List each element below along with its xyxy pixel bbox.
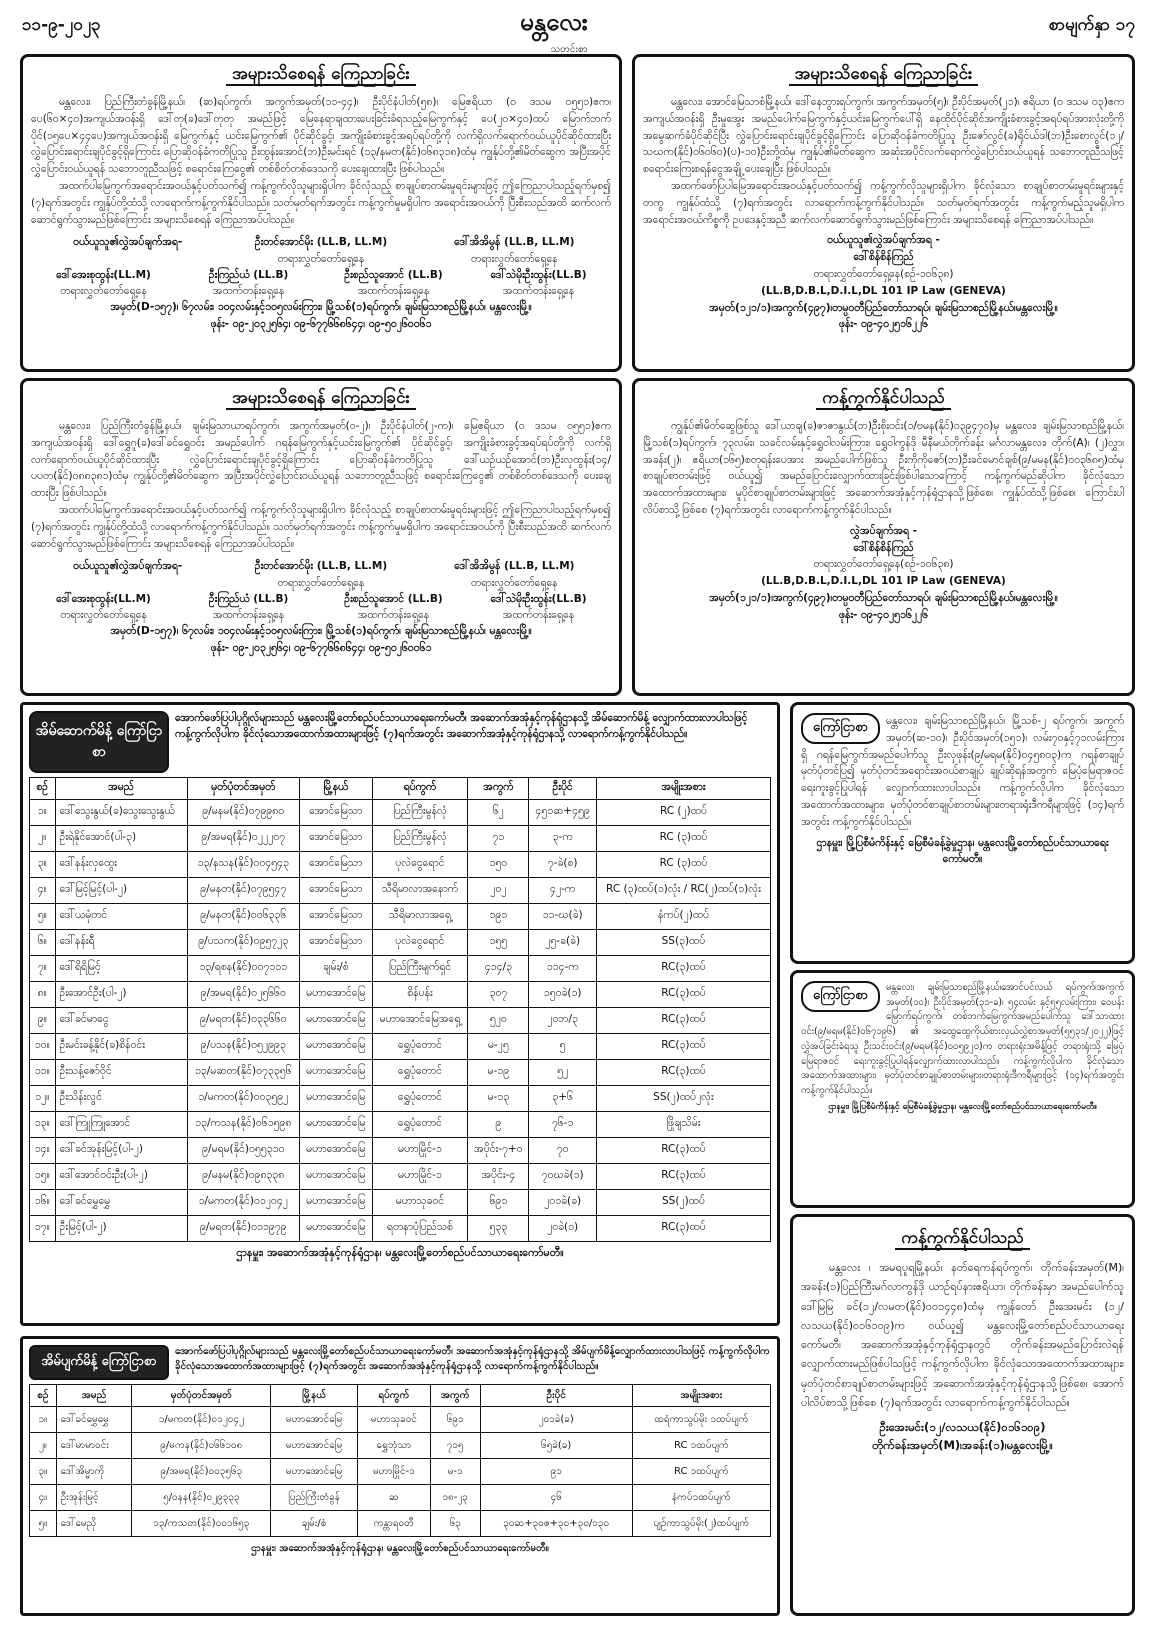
table-cell: ၂၀ခဲ(၁) xyxy=(529,1216,596,1242)
table-cell: မဟာအောင်မြေ xyxy=(299,1060,372,1086)
table-cell: ၂၅-ခ(ခဲ) xyxy=(529,930,596,956)
table-row xyxy=(30,878,771,904)
table-cell: ၁၃/ကသတ(နိုင်)၀၀၁၆၅၃ xyxy=(132,1511,271,1537)
table-cell: မ-၁၃ xyxy=(468,1086,529,1112)
table-cell: မဟာအောင်မြေ xyxy=(299,1008,372,1034)
table-cell: ၄၆ xyxy=(480,1485,632,1511)
notice-2-degrees: (LL.B,D.B.L,D.I.L,DL 101 IP Law (GENEVA) xyxy=(761,284,1006,297)
table-cell: ဒေါ်ကြူကြူအောင် xyxy=(55,1112,187,1138)
notice-4-lawyer-title: တရားလွှတ်တော်ရှေ့နေ(စဉ်-၁၀၆၃၈) xyxy=(813,558,954,571)
table-cell: ဦးအုန်းမြင့် xyxy=(56,1485,132,1511)
notice-1 xyxy=(20,54,622,372)
demolition-permit-notice xyxy=(20,1336,780,1616)
table-cell: ၅။ xyxy=(30,1511,57,1537)
table-cell: ဦးမင်းခန့်နိုင်(ခ)စိန်ဝင်း xyxy=(55,1034,187,1060)
table-cell: ဒေါ်ယမုံတင် xyxy=(55,904,187,930)
notice-2-body: မန္တလေး၊ အောင်မြေသာစံမြို့နယ်၊ ဒေါ်နေဘွားရပ်ကွက်၊ အကွက်အမှတ်(၅)၊ ဦးပိုင်အမှတ်(၂၁)၊ ဧရိယာ (၀ ဒသမ ၀၃)ဧကအကျယ်အဝန်းရှိ ဦးမှုအွေး အမည်ပေါက်မြေကွက်နှင့်ယင်းမြေကွက်ပေါ်ရှိ နေထိုင်ပိုင်ဆိုင်အကျိုးခံစားခွင့်အရပ်ရပ်အားလုံးတို့ကို အမွေဆက်ခံပိုင်ဆိုင်ပြီး လွှဲပြောင်းရောင်းချပိုင်ခွင့်ရှိကြောင်း ပြောဆိုဝန်ခံကတိပြုသူ ဦးဇော်လွင်(ခ)ရိုင်ယ်ဒါ(ဘ)ဦးစောလွင်(၁၂/သဃက(နိုင်)၀၆၀၆၀)(ပ)-၁၀)ဦးတို့ထံမှ ကျွန်ုပ်၏မိတ်ဆွေက အဆုံးအပိုင်လက်ရောက်လွှဲပြောင်းဝယ်ယူရန် သဘောတူညီသဖြင့် စရောင်းကြေးစရန်ငွေအချို့ ပေးချေပြီး ဖြစ်ပါသည်။ အထက်ဖော်ပြပါမြေအရောင်းအဝယ်နှင့်ပတ်သက်၍ ကန့်ကွက်လိုသူများရှိပါက ခိုင်လုံသော စာချုပ်စာတမ်းမူရင်းများနှင့်တကွ ကျွန်ုပ်ထံသို့ (၇)ရက်အတွင်း လာရောက်ကန့်ကွက်နိုင်ပါသည်။ သတ်မှတ်ရက်အတွင်း ကန့်ကွက်မည့်သူမရှိပါက အရောင်းအဝယ်ကိစ္စကို ဥပဒေနှင့်အညီ ဆက်လက်ဆောင်ရွက်သွားမည်ဖြစ်ကြောင်း အများသိစေရန် ကြေညာအပ်ပါသည်။ xyxy=(643,96,1124,226)
notice-4-title: ကန့်ကွက်နိုင်ပါသည် xyxy=(643,387,1124,412)
table-cell: ၆၃ xyxy=(430,1511,480,1537)
table-cell: ၉/မရတ(နိုင်)၀၁၁၉၇၉ xyxy=(187,1216,299,1242)
table-cell: ဦးအောင်ဦး(ပါ-၂) xyxy=(55,982,187,1008)
table-cell: ဒေါ်အိမ္မာကို xyxy=(56,1459,132,1485)
table-cell: ရွှေပုံတောင် xyxy=(372,1112,468,1138)
table-cell: ၃၀၇ xyxy=(468,982,529,1008)
table-cell: ၃-က xyxy=(529,826,596,852)
table-cell: ၃။ xyxy=(30,852,56,878)
table-cell: မဟာမြိုင်-၁ xyxy=(372,1138,468,1164)
table-cell: ၇။ xyxy=(30,956,56,982)
table-cell: ၁၃/မဆတ(နိုင်)၀၇၃၃၅၆ xyxy=(187,1060,299,1086)
table-cell: ၇-ခဲ(စ) xyxy=(529,852,596,878)
table-cell: ၁၃/ရစန(နိုင်)၀၀၇၁၁၁ xyxy=(187,956,299,982)
table-cell: RC (၃)ထပ် xyxy=(596,852,770,878)
table-cell: မ-၁၉ xyxy=(468,1060,529,1086)
notice-4-body: ကျွန်ုပ်၏မိတ်ဆွေဖြစ်သူ ဒေါ်ယာချ(ခ)ဇာဇာနွယ်(ဘ)ဦးစိုးဝင်း(၁/ဗမန(နိုင်)၀၃၉၄၇၀)မှ မန္တလေး၊ ချမ်းမြသာစည်မြို့နယ်၊ မြို့သစ်(၁)ရပ်ကွက်၊ ၇၃လမ်း၊ သခင်လမ်းနှင့်ရွှေဝါလမ်းကြား၊ ရွှေဝါကွန်ဒို မီနီမယ်တိုက်ခန်း မင်္ဂလာမန္တလေး၊ တိုက်(A)၊ (၂)လွှာ၊ အခန်း(၂)၊ ဧရိယာ(၁၆၅)စတုရန်းပေအား အမည်ပေါက်ဖြစ်သူ ဦးကိုကိုဇော်(ဘ)ဦးခင်မောင်ချစ်(၉/မမန(နိုင်)၀၀၃၆၈၅)ထံမှ စာချုပ်စာတမ်းဖြင့် ဝယ်ယူ၍ အမည်ပြောင်းလျှောက်ထားခြင်းဖြစ်ပါသောကြောင့် ကန့်ကွက်မည်ဆိုပါက ခိုင်လုံသောအထောက်အထားများ၊ မူပိုင်စာချုပ်စာတမ်းများဖြင့် အဆောက်အအုံနှင့်ကုန်ရုံဌာနသို့ဖြစ်စေ၊ ကျွန်ုပ်ထံသို့ဖြစ်စေ၊ ကြောင်းပါလိပ်စာသို့ဖြစ်စေ (၇)ရက်အတွင်း လာရောက်ကန့်ကွက်နိုင်ပါသည်။ xyxy=(643,420,1124,516)
table-cell: RC ၁ထပ်ပျက် xyxy=(632,1459,770,1485)
table-cell: ၁၆။ xyxy=(30,1190,56,1216)
table-cell: မဟာအောင်မြေ xyxy=(299,1086,372,1112)
table-cell: ပုလဲငွေရောင် xyxy=(372,852,468,878)
table-row xyxy=(30,1216,771,1242)
table-cell: ၆၂ xyxy=(468,800,529,826)
table-cell: ၆။ xyxy=(30,930,56,956)
table-cell: ရတနာပုံပြည်သစ် xyxy=(372,1216,468,1242)
table-cell: ၂၀၂ xyxy=(468,878,529,904)
table-cell: ရွှေပုံတောင် xyxy=(372,1060,468,1086)
table-cell: ၅ xyxy=(529,1034,596,1060)
table-header-row xyxy=(30,1385,771,1407)
table-cell: ၁၈-၂၃ xyxy=(430,1485,480,1511)
notice-2-title: အများသိစေရန် ကြေညာခြင်း xyxy=(643,63,1124,88)
table-cell: အပိုင်း-၇+၀ xyxy=(468,1138,529,1164)
table-cell: နံကပ်(၂)ထပ် xyxy=(596,904,770,930)
page-number: စာမျက်နှာ ၁၇ xyxy=(1048,15,1135,35)
table-cell: ပျဉ်ကာသွပ်မိုး(၂)ထပ်ပျက် xyxy=(632,1511,770,1537)
table-cell: ကန္တာရဝတီ xyxy=(357,1511,430,1537)
table-row xyxy=(30,982,771,1008)
table-cell: ၄။ xyxy=(30,878,56,904)
table-cell: ချမ်း/စံ xyxy=(271,1511,358,1537)
table-cell: ၃။ xyxy=(30,1459,57,1485)
table-cell: နံကပ်၁ထပ်ပျက် xyxy=(632,1485,770,1511)
table-cell: မဟာအောင်မြေ xyxy=(299,1164,372,1190)
table-row xyxy=(30,1138,771,1164)
table-cell: မဟာအောင်မြေ xyxy=(271,1433,358,1459)
column-header: ရပ်ကွက် xyxy=(357,1385,430,1407)
notice-3-signatories-bottom: ဒေါ်အေးစုထွန်း(LL.M) တရားလွှတ်တော်ရှေ့နေ ဦးကြည်ယံ (LL.B) အထက်တန်းရှေ့နေ ဦးစည်သူအောင် (LL.B) အထက်တန်းရှေ့နေ ဒေါ်သဲမိုးဦးထွန်း(LL.B) အထက်တန်းရှေ့နေ xyxy=(56,592,587,622)
table-cell: ဒေါ်အောင်ဝင်းဦး(ပါ-၂) xyxy=(55,1164,187,1190)
table-cell: အောင်မြေသာ xyxy=(299,878,372,904)
table-cell: မဟာအောင်မြေ xyxy=(299,1112,372,1138)
column-header: အမည် xyxy=(55,778,187,800)
table-cell: ၉/အမရ(နိုင်)၀၂၅၆၆၀ xyxy=(187,982,299,1008)
table-cell: မဟာမြိုင်-၁ xyxy=(357,1459,430,1485)
table-cell: ၁၁-ဃ(ခဲ) xyxy=(529,904,596,930)
table-cell: ဦးမြင့်(ပါ-၂) xyxy=(55,1216,187,1242)
table-cell: ၆၉၁ xyxy=(430,1407,480,1433)
notice-3 xyxy=(20,378,622,696)
table-cell: ၁၃/နသန(နိုင်)၀၀၄၅၄၃ xyxy=(187,852,299,878)
demolition-permit-footer: ဌာနမှူး၊ အဆောက်အအုံနှင့်ကုန်ရုံဌာန၊ မန္တလေးမြို့တော်စည်ပင်သာယာရေးကော်မတီ။ xyxy=(251,1543,549,1554)
table-cell: RC ၁ထပ်ပျက် xyxy=(632,1433,770,1459)
table-cell: အောင်မြေသာ xyxy=(299,852,372,878)
table-cell: ၁၃/ကသန(နိုင်)၀၆၁၅၉၈ xyxy=(187,1112,299,1138)
issue-date: ၁၁-၉-၂၀၂၃ xyxy=(22,15,101,35)
table-cell: RC(၃)ထပ် xyxy=(596,982,770,1008)
table-cell: ၉/အမရ(နိုင်)၀၂၂၂၀၇ xyxy=(187,826,299,852)
ad-1-body: မန္တလေး၊ ချမ်းမြသာစည်မြို့နယ်၊ မြို့သစ်-၂ ရပ်ကွက်၊ အကွက်အမှတ်(ဆ-၁၀)၊ ဦးပိုင်အမှတ်(၁၅၁)၊ လမ်း၇၀နှင့်၇၁လမ်းကြားရှိ ဂရန်မြေကွက်အမည်ပေါက်သူ ဦးလှဖုန်း(၉/မရမ(နိုင်)၀၄၅၈၀၃)က ဂရန်စာချုပ်မှတ်ပုံတင်ပြ၍ မှတ်ပုံတင်အရောင်းအဝယ်စာချုပ် ချုပ်ဆိုရန်အတွက် မြေပုံမြေရာဇဝင်ရေးကူးခွင့်ပြုပါရန် လျှောက်ထားလာပါသည်။ ကန့်ကွက်လိုပါက ခိုင်လုံသောအထောက်အထားများ၊ မှတ်ပုံတင်စာချုပ်စာတမ်းများ၊တရားရုံးဒီကရီများဖြင့် (၁၄)ရက်အတွင်း ကန့်ကွက်နိုင်ပါသည်။ xyxy=(801,715,1124,828)
notice-2-phone: ဖုန်း- ၀၉-၄၀၂၅၁၆၂၂၆ xyxy=(838,318,929,331)
table-cell: RC (၃)ထပ် xyxy=(596,826,770,852)
table-cell: ၉/မနမ(နိုင်)၀၉၈၃၃၈ xyxy=(187,1164,299,1190)
table-cell: ၁၅၅ xyxy=(468,930,529,956)
table-cell: ၉/မနတ(နိုင်)၀၀၆၃၃၆ xyxy=(187,904,299,930)
table-cell: ဒေါ်ခင်မာငွေ xyxy=(55,1008,187,1034)
table-cell: ၇၆-၁ xyxy=(529,1112,596,1138)
table-cell: ရွှေပုံတောင် xyxy=(372,1086,468,1112)
table-cell: ၁၁။ xyxy=(30,1060,56,1086)
building-permit-head xyxy=(29,711,771,773)
table-cell: ဒေါ်ခင်မွှေမွှေ xyxy=(55,1190,187,1216)
table-cell: မဟာအောင်မြေအရှေ့ xyxy=(372,1008,468,1034)
table-cell: ဆ xyxy=(357,1485,430,1511)
column-header: အကွက် xyxy=(430,1385,480,1407)
column-header: မှတ်ပုံတင်အမှတ် xyxy=(132,1385,271,1407)
demolition-permit-label: အိမ်ပျက်မိန့် ကြော်ငြာစာ xyxy=(29,1345,169,1380)
ad-2 xyxy=(790,970,1135,1208)
notice-1-signatories-top: ဝယ်ယူသူ၏လွှဲအပ်ချက်အရ- ဦးတင်အောင်မိုး (LL.B, LL.M) တရားလွှတ်တော်ရှေ့နေ ဒေါ်အိအိမွန် (LL.B, LL.M) တရားလွှတ်တော်ရှေ့နေ xyxy=(73,236,575,265)
ad-3-title: ကန့်ကွက်နိုင်ပါသည် xyxy=(801,1227,1124,1252)
table-cell: ၁၅၀ခဲ(၁) xyxy=(529,982,596,1008)
table-cell: မဟာအောင်မြေ xyxy=(299,1190,372,1216)
ad-3-signature: ဦးအေးမင်း(၁၂/လသယ(နိုင်)၀၁၆၁၀၉) xyxy=(879,1420,1046,1434)
table-row xyxy=(30,1060,771,1086)
table-cell: ၃+၆ xyxy=(529,1086,596,1112)
table-cell: မဟာအောင်မြေ xyxy=(299,1138,372,1164)
column-header: အမည် xyxy=(56,1385,132,1407)
table-row xyxy=(30,852,771,878)
table-cell: ၁၂။ xyxy=(30,1086,56,1112)
table-cell: ၁/မကတ(နိုင်)၀၀၃၅၉၂ xyxy=(187,1086,299,1112)
table-cell: ၉/မနတ(နိုင်)၀၇၉၅၄၇ xyxy=(187,878,299,904)
demolition-permit-table xyxy=(29,1384,771,1537)
table-row xyxy=(30,800,771,826)
building-permit-intro: အောက်ဖော်ပြပါပုဂ္ဂိုလ်များသည် မန္တလေးမြို့တော်စည်ပင်သာယာရေးကော်မတီ၊ အဆောက်အအုံနှင့်ကုန်ရုံဌာနသို့ အိမ်ဆောက်မိန့် လျှောက်ထားလာပါသဖြင့် ကန့်ကွက်လိုပါက ခိုင်လုံသောအထောက်အထားများဖြင့် (၇)ရက်အတွင်း အဆောက်အအုံနှင့်ကုန်ရုံဌာနသို့ လာရောက်ကန့်ကွက်နိုင်ပါသည်။ xyxy=(175,712,748,740)
table-cell: ၉။ xyxy=(30,1008,56,1034)
table-cell: စိန်ပန်း xyxy=(372,982,468,1008)
notice-1-address: အမှတ်(D-၁၅၇)၊ ၆၇လမ်း၊ ၁၀၄လမ်းနှင့်၁၀၅လမ်းကြား၊ မြို့သစ်(၁)ရပ်ကွက်၊ ချမ်းမြသာစည်မြို့နယ်၊ မန္တလေးမြို့။ xyxy=(110,301,532,314)
table-cell: ဒေါ်ခင်မွှေမွှေ xyxy=(56,1407,132,1433)
ad-2-label: ကြော်ငြာစာ xyxy=(801,981,880,1012)
column-header: ဦးပိုင် xyxy=(529,778,596,800)
table-cell: ဒေါ်ခင်အုန်းမြင့်(ပါ-၂) xyxy=(55,1138,187,1164)
page-header xyxy=(0,0,1157,55)
table-cell: ၁။ xyxy=(30,1407,57,1433)
table-cell: အပိုင်း-၄ xyxy=(468,1164,529,1190)
table-row xyxy=(30,1086,771,1112)
table-cell: ပြည်ကြီးမျက်ရှင် xyxy=(372,956,468,982)
notice-2-address: အမှတ်(၁၂၁/၁)၊အကွက်(၄၉၇)၊တမ္ပဝတီပြည်တော်သာရပ်၊ ချမ်းမြသာစည်မြို့နယ်၊မန္တလေးမြို့။ xyxy=(709,301,1058,314)
table-cell: RC(၃)ထပ် xyxy=(596,1164,770,1190)
table-cell: RC(၃)ထပ် xyxy=(596,1060,770,1086)
table-row xyxy=(30,1034,771,1060)
table-cell: သီရိမာလာအနောက် xyxy=(372,878,468,904)
table-cell: မဟာသုခဝင် xyxy=(372,1190,468,1216)
table-header-row xyxy=(30,778,771,800)
table-cell: မဟာအောင်မြေ xyxy=(299,1216,372,1242)
table-cell: ၅/ဝနန(နိုင်)၀၂၉၃၃၃ xyxy=(132,1485,271,1511)
table-row xyxy=(30,904,771,930)
table-cell: RC(၃)ထပ် xyxy=(596,1008,770,1034)
table-cell: ၉ xyxy=(468,1112,529,1138)
column-header: အမျိုးအစား xyxy=(632,1385,770,1407)
table-cell: မဟာသုခဝင် xyxy=(357,1407,430,1433)
notice-3-title: အများသိစေရန် ကြေညာခြင်း xyxy=(31,387,611,412)
notice-4-address: အမှတ်(၁၂၁/၁)၊အကွက်(၄၉၇)၊တမ္ပဝတီပြည်တော်သာရပ်၊ ချမ်းမြသာစည်မြို့နယ်၊မန္တလေးမြို့။ xyxy=(709,591,1058,604)
table-cell: ၂။ xyxy=(30,826,56,852)
table-cell: RC(၃)ထပ် xyxy=(596,956,770,982)
column-header: မြို့နယ် xyxy=(271,1385,358,1407)
ad-2-body: မန္တလေး၊ ချမ်းမြသာစည်မြို့နယ်၊အောင်ပင်လယ် ရပ်ကွက်၊အကွက်အမှတ်(၁၀)၊ ဦးပိုင်အမှတ်(၃၁-ခ)၊ ၅၄လမ်း နှင့်၅၅လမ်းကြား၊ ဝေပန်းမြောက်ရပ်ကွက်၊ တစ်ဘက်မြေကွက်အမည်ပေါက်သူ ဒေါ်သာထားဝင်း(၉/မရမ(နိုင်)၀၆၇၁၉၆) ၏ အထွေထွေကိုယ်စားလှယ်လွှဲစာအမှတ်(၅၅၃၁/၂၀၂၂)ဖြင့် လွှဲအပ်ခြင်းခံရသူ ဦးသင်းဝင်း(၉/မရမ(နိုင်)၀၀၅၉၂၀)က တရားရုံးအမိန့်ဖြင့် တရားရုံးသို့ မြေပုံမြေရာဇဝင် ရေးကူးခွင့်ပြုပါရန်လျှောက်ထားလာပါသည်။ ကန့်ကွက်လိုပါက ခိုင်လုံသောအထောက်အထားများ၊ မှတ်ပုံတင်စာချုပ်စာတမ်းများ၊တရားရုံးဒီကရီများဖြင့် (၁၄)ရက်အတွင်း ကန့်ကွက်နိုင်ပါသည်။ xyxy=(801,982,1124,1097)
table-cell: ဒေါ်ရိရိမြင့် xyxy=(55,956,187,982)
table-cell: ၁/မကတ(နိုင်)၀၁၂၀၄၂ xyxy=(187,1190,299,1216)
notice-1-title: အများသိစေရန် ကြေညာခြင်း xyxy=(31,63,611,88)
ad-3 xyxy=(790,1214,1135,1616)
table-cell: ဦးရဲနိုင်အောင်(ပါ-၃) xyxy=(55,826,187,852)
building-permit-label: အိမ်ဆောက်မိန့် ကြော်ငြာစာ xyxy=(29,711,169,773)
ad-3-address: တိုက်ခန်းအမှတ်(M)၊အခန်း(၁)၊မန္တလေးမြို့။ xyxy=(872,1438,1053,1453)
ad-1-label: ကြော်ငြာစာ xyxy=(801,713,880,744)
table-cell: ၁၁၄-က xyxy=(529,956,596,982)
column-header: အမျိုးအစား xyxy=(596,778,770,800)
table-cell: ၁၅၀ xyxy=(468,852,529,878)
table-cell: RC(၃)ထပ် xyxy=(596,1034,770,1060)
column-header: အကွက် xyxy=(468,778,529,800)
table-row xyxy=(30,1485,771,1511)
table-cell: မဟာအောင်မြေ xyxy=(299,982,372,1008)
table-cell: ၂။ xyxy=(30,1433,57,1459)
table-cell: ၈။ xyxy=(30,982,56,1008)
table-cell: ၂၀ဘ/၃ xyxy=(529,1008,596,1034)
table-cell: ရွှေပုံတောင် xyxy=(372,1034,468,1060)
table-cell: ၁၇။ xyxy=(30,1216,56,1242)
column-header: ဦးပိုင် xyxy=(480,1385,632,1407)
table-cell: ၇၁၅ xyxy=(430,1433,480,1459)
building-permit-footer: ဌာနမှူး၊ အဆောက်အအုံနှင့်ကုန်ရုံဌာန၊ မန္တလေးမြို့တော်စည်ပင်သာယာရေးကော်မတီ။ xyxy=(236,1246,564,1259)
column-header: ရပ်ကွက် xyxy=(372,778,468,800)
table-cell: ဒေါ်မာမာဝင်း xyxy=(56,1433,132,1459)
table-cell: ၉/အမရ(နိုင်)၀၀၃၅၆၃ xyxy=(132,1459,271,1485)
table-row xyxy=(30,1164,771,1190)
table-cell: ၆၉၁ xyxy=(468,1190,529,1216)
notice-1-signatories-bottom: ဒေါ်အေးစုထွန်း(LL.M) တရားလွှတ်တော်ရှေ့နေ ဦးကြည်ယံ (LL.B) အထက်တန်းရှေ့နေ ဦးစည်သူအောင် (LL.B) အထက်တန်းရှေ့နေ ဒေါ်သဲမိုးဦးထွန်း(LL.B) အထက်တန်းရှေ့နေ xyxy=(56,268,587,298)
table-cell: ၉/မနမ(နိုင်)၀၇၉၉၈၀ xyxy=(187,800,299,826)
column-header: စဉ် xyxy=(30,1385,57,1407)
table-cell: ၆၅ခဲ(ခ) xyxy=(480,1433,632,1459)
notice-4-degrees: (LL.B,D.B.L,D.I.L,DL 101 IP Law (GENEVA) xyxy=(761,575,1006,588)
table-cell: SS(၃)ထပ် xyxy=(596,930,770,956)
notice-2-sig-label: ဝယ်ယူသူ၏လွှဲအပ်ချက်အရ - xyxy=(827,234,940,247)
table-cell: ဦးသိန်းလွင် xyxy=(55,1086,187,1112)
notice-1-phone: ဖုန်း- ၀၉-၂၀၃၂၅၆၄၊ ၀၉-၆၇၇၆၆၈၆၄၄၊ ၀၉-၅၀၂၆၀၀၆၁ xyxy=(210,318,432,331)
table-cell: ၄၂-က xyxy=(529,878,596,904)
table-cell: မဟာအောင်မြေ xyxy=(271,1407,358,1433)
table-cell: ၁၄။ xyxy=(30,1138,56,1164)
table-cell: ၅၂ xyxy=(529,1060,596,1086)
ad-2-footer: ဌာနမှူး၊ မြို့ပြစီမံကိန်းနှင့် မြေစီမံခန့်ခွဲမှုဌာန၊ မန္တလေးမြို့တော်စည်ပင်သာယာရေးကော်မတီ။ xyxy=(828,1101,1097,1112)
table-row xyxy=(30,1190,771,1216)
notice-2 xyxy=(632,54,1135,372)
demolition-permit-head xyxy=(29,1345,771,1380)
notice-3-phone: ဖုန်း- ၀၉-၂၀၃၂၅၆၄၊ ၀၉-၆၇၇၆၆၈၆၄၄၊ ၀၉-၅၀၂၆၀၀၆၁ xyxy=(210,642,432,655)
table-cell: ၄။ xyxy=(30,1485,57,1511)
table-cell: သီရိမာလာအရှေ့ xyxy=(372,904,468,930)
table-cell: ၄၅၁ဆ+၄၅၉ xyxy=(529,800,596,826)
table-cell: ၁၉၁ xyxy=(468,904,529,930)
notice-4-lawyer: ဒေါ်စိန်စိန်ကြည် xyxy=(853,541,914,554)
table-cell: ၁၅။ xyxy=(30,1164,56,1190)
column-header: မှတ်ပုံတင်အမှတ် xyxy=(187,778,299,800)
table-cell: ၁၃။ xyxy=(30,1112,56,1138)
table-cell: ၅၂၀ xyxy=(468,1008,529,1034)
table-cell: မဟာမြိုင်-၁ xyxy=(372,1164,468,1190)
table-cell: ၅။ xyxy=(30,904,56,930)
notice-4 xyxy=(632,378,1135,696)
table-cell: အောင်မြေသာ xyxy=(299,930,372,956)
table-cell: ၉/ပသက(နိုင်)၀၉၅၇၂၃ xyxy=(187,930,299,956)
table-cell: ၇၁ xyxy=(468,826,529,852)
table-cell: ၅၃၃ xyxy=(468,1216,529,1242)
column-header: စဉ် xyxy=(30,778,56,800)
table-cell: ပုလဲငွေရောင် xyxy=(372,930,468,956)
masthead-title: မန္တလေး xyxy=(520,7,588,36)
table-cell: ၉/မရတ(နိုင်)၀၃၃၆၆၀ xyxy=(187,1008,299,1034)
table-row xyxy=(30,1433,771,1459)
table-cell: ၄၁၄/၃ xyxy=(468,956,529,982)
table-row xyxy=(30,826,771,852)
table-cell: ၂၀၁ခဲ(ခ) xyxy=(529,1190,596,1216)
table-cell: ပြည်ကြီးမွန်လုံ xyxy=(372,826,468,852)
demolition-permit-intro: အောက်ဖော်ပြပါပုဂ္ဂိုလ်များသည် မန္တလေးမြို့တော်စည်ပင်သာယာရေးကော်မတီ၊ အဆောက်အအုံနှင့်ကုန်ရုံဌာနသို့ အိမ်ပျက်မိန့်လျှောက်ထားလာပါသဖြင့် ကန့်ကွက်လိုပါက ခိုင်လုံသောအထောက်အထားများဖြင့် (၇)ရက်အတွင်း အဆောက်အအုံနှင့်ကုန်ရုံဌာနသို့ လာရောက်ကန့်ကွက်နိုင်ပါသည်။ xyxy=(175,1346,770,1372)
ad-1-footer: ဌာနမှူး၊ မြို့ပြစီမံကိန်းနှင့် မြေစီမံခန့်ခွဲမှုဌာန၊ မန္တလေးမြို့တော်စည်ပင်သာယာရေးကော်မတီ။ xyxy=(816,836,1109,866)
table-cell: ဒေါ်မေညို xyxy=(56,1511,132,1537)
table-cell: ၁/မကတ(နိုင်)၀၁၂၀၄၂ xyxy=(132,1407,271,1433)
table-row xyxy=(30,930,771,956)
table-cell: ၉/မရမ(နိုင်)၀၅၅၃၁၀ xyxy=(187,1138,299,1164)
table-cell: SS(၂)ထပ်၂လုံး xyxy=(596,1086,770,1112)
table-cell: ဖြိုချသိမ်း xyxy=(596,1112,770,1138)
table-cell: SS(၂)ထပ် xyxy=(596,1190,770,1216)
table-cell: အောင်မြေသာ xyxy=(299,826,372,852)
table-cell: မဟာအောင်မြေ xyxy=(299,1034,372,1060)
table-cell: ၁၀။ xyxy=(30,1034,56,1060)
masthead-sub: သတင်းစာ xyxy=(550,44,588,55)
table-row xyxy=(30,1008,771,1034)
notice-1-body: မန္တလေး၊ ပြည်ကြီးတံခွန်မြို့နယ်၊ (ဆ)ရပ်ကွက်၊ အကွက်အမှတ်(၁၁-၄၄)၊ ဦးပိုင်နံပါတ်(၅၈)၊ မြေဧရိယာ (၀ ဒသမ ၀၅၅၁)ဧက၊ ပေ(၆၀×၄၀)အကျယ်အဝန်းရှိ ဒေါ်တု(ခ)ဒေါ်တုတု အမည်ဖြင့် မြေနေရာချထားပေးခြင်းခံရသည့်မြေကွက်နှင့် ပေ(၂၀×၄၀)ထပ် မြောက်ဘက်ပိုင်(၁၅ပေ×၄၄ပေ)အကျယ်အဝန်းရှိ မြေကွက်နှင့် ယင်းမြေကွက်၏ ပိုင်ဆိုင်ခွင့်၊ အကျိုးခံစားခွင့်အရပ်ရပ်တို့ကို လက်ရှိလက်ရောက်ဝယ်ယူပိုင်ဆိုင်ထားပြီး လွှဲပြောင်းရောင်းချပိုင်ခွင့်ရှိကြောင်း ပြောဆိုဝန်ခံကတိပြုသူ ဦးထွန်းအောင်(ဘ)ဦးမင်းရင် (၁၃/နမတ(နိုင်)၀၆၈၃၁၈)ထံမှ ကျွန်ုပ်တို့၏မိတ်ဆွေက အပြီးအပိုင်လွှဲပြောင်းဝယ်ယူရန် သဘောတူညီသဖြင့် စရောင်းကြေငွေ၏ တစ်စိတ်တစ်ဒေသကို ပေးချေထားပြီး ဖြစ်ပါသည်။ အထက်ပါမြေကွက်အရောင်းအဝယ်နှင့်ပတ်သက်၍ ကန့်ကွက်လိုသူများရှိပါက ခိုင်လုံသည့် စာချုပ်စာတမ်းမူရင်းများဖြင့် ဤကြေညာပါသည့်ရက်မှစ၍ (၇)ရက်အတွင်း ကျွန်ုပ်တို့ထံသို့ လာရောက်ကန့်ကွက်နိုင်ပါသည်။ သတ်မှတ်ရက်အတွင်း ကန့်ကွက်မှုမရှိပါက အရောင်းအဝယ်ကို ပြီးစီးသည်အထိ ဆက်လက်ဆောင်ရွက်သွားမည်ဖြစ်ကြောင်း အများသိစေရန် ကြေညာအပ်ပါသည်။ xyxy=(31,96,611,226)
table-cell: ၇၀ဃခဲ(၁) xyxy=(529,1164,596,1190)
table-cell: ဒေါ်မြင့်မြင့်(ပါ-၂) xyxy=(55,878,187,904)
table-cell: ၇၀ xyxy=(529,1138,596,1164)
notice-3-address: အမှတ်(D-၁၅၇)၊ ၆၇လမ်း၊ ၁၀၄လမ်းနှင့်၁၀၅လမ်းကြား၊ မြို့သစ်(၁)ရပ်ကွက်၊ ချမ်းမြသာစည်မြို့နယ်၊ မန္တလေးမြို့။ xyxy=(110,625,532,638)
table-cell: RC(၃)ထပ် xyxy=(596,1138,770,1164)
table-cell: RC (၂)ထပ် xyxy=(596,800,770,826)
table-cell: မ-၂၅ xyxy=(468,1034,529,1060)
table-cell: အောင်မြေသာ xyxy=(299,800,372,826)
table-cell: ဦးသန့်ဇော်ဝိုင် xyxy=(55,1060,187,1086)
building-permit-table xyxy=(29,777,771,1242)
table-row xyxy=(30,956,771,982)
ad-3-body: မန္တလေး ၊ အမရပူရမြို့နယ်၊ နတ်ရေကန်ရပ်ကွက်၊ တိုက်ခန်းအမှတ်(M)၊ အခန်း(၁)ပြည်ကြီးမဂ်လာကွန်ဒို ယာဉ်ရပ်နားဧရိယာ၊ တိုက်ခန်းမှာ အမည်ပေါက်သူ ဒေါ်မြမြ ခင်(၁၂/လမတ(နိုင်)၀၀၁၄၄၈)ထံမှ ကျွန်တော် ဦးအေးမင်း (၁၂/လသယ(နိုင်)၀၁၆၁၀၉)က ဝယ်ယူ၍ မန္တလေးမြို့တော်စည်ပင်သာယာရေးကော်မတီ၊ အဆောက်အအုံနှင့်ကုန်ရုံဌာနတွင် တိုက်ခန်းအမည်ပြောင်းလဲရန်လျှောက်ထားမည်ဖြစ်ပါသဖြင့် ကန့်ကွက်လိုပါက ခိုင်လုံသောအထောက်အထားများ၊ မှတ်ပုံတင်စာချုပ်စာတမ်းများဖြင့် အဆောက်အအုံနှင့်ကုန်ရုံဌာနသို့ဖြစ်စေ၊ အောက်ပါလိပ်စာသို့ဖြစ်စေ (၇)ရက်အတွင်း လာရောက်ကန့်ကွက်နိုင်ပါသည်။ xyxy=(801,1261,1124,1409)
masthead xyxy=(520,6,588,57)
table-cell: ဒေါ်နန်းရီ xyxy=(55,930,187,956)
table-cell: ၉၁ xyxy=(480,1459,632,1485)
notice-3-signatories-top: ဝယ်ယူသူ၏လွှဲအပ်ချက်အရ- ဦးတင်အောင်မိုး (LL.B, LL.M) တရားလွှတ်တော်ရှေ့နေ ဒေါ်အိအိမွန် (LL.B, LL.M) တရားလွှတ်တော်ရှေ့နေ xyxy=(73,560,575,589)
table-cell: ၉/ပသန(နိုင်)၀၅၂၉၉၃ xyxy=(187,1034,299,1060)
table-row xyxy=(30,1407,771,1433)
notice-3-body: မန္တလေး၊ ပြည်ကြီးတံခွန်မြို့နယ်၊ ချမ်းမြသာယာရပ်ကွက်၊ အကွက်အမှတ်(၀-၂)၊ ဦးပိုင်နံပါတ်(၂-က)၊ မြေဧရိယာ (၀ ဒသမ ၀၅၅၁)ဧက အကျယ်အဝန်းရှိ ဒေါ်ရွှေဂူ(ခ)ဒေါ်ခင်ရွှေဝင်း အမည်ပေါက် ဂရန်မြေကွက်နှင့်ယင်းမြေကွက်၏ ပိုင်ဆိုင်ခွင့်၊ အကျိုးခံစားခွင့်အရပ်ရပ်တို့ကို လက်ရှိလက်ရောက်ဝယ်ယူပိုင်ဆိုင်ထားပြီး လွှဲပြောင်းရောင်းချပိုင်ခွင့်ရှိကြောင်း ပြောဆိုဝန်ခံကတိပြုသူ ဒေါ်ယဉ်ယဉ်အောင်(ဘ)ဦးလှထွန်း(၁၄/ပပတ(နိုင်)၀၈၈၃၈၁)ထံမှ ကျွန်ုပ်တို့၏မိတ်ဆွေက အပြီးအပိုင်လွှဲပြောင်းဝယ်ယူရန် သဘောတူညီသဖြင့် စရောင်းကြေငွေ၏ တစ်စိတ်တစ်ဒေသကို ပေးချေထားပြီး ဖြစ်ပါသည်။ အထက်ပါမြေကွက်အရောင်းအဝယ်နှင့်ပတ်သက်၍ ကန့်ကွက်လိုသူများရှိပါက ခိုင်လုံသည့် စာချုပ်စာတမ်းမူရင်းများဖြင့် ဤကြေညာပါသည့်ရက်မှစ၍ (၇)ရက်အတွင်း ကျွန်ုပ်တို့ထံသို့ လာရောက်ကန့်ကွက်နိုင်ပါသည်။ သတ်မှတ်ရက်အတွင်း ကန့်ကွက်မှုမရှိပါက အရောင်းအဝယ်ကို ပြီးစီးသည်အထိ ဆက်လက်ဆောင်ရွက်သွားမည်ဖြစ်ကြောင်း အများသိစေရန် ကြေညာအပ်ပါသည်။ xyxy=(31,420,611,550)
table-cell: RC (၃)ထပ်(၁)လုံး / RC(၂)ထပ်(၁)လုံး xyxy=(596,878,770,904)
table-cell: ၃၀ဆ+၃၀ဇ+၃၀+၃၀/၁၃၀ xyxy=(480,1511,632,1537)
table-cell: ဒေါ်သွေးနွယ်(ခ)သွေးသွေးနွယ် xyxy=(55,800,187,826)
notice-2-lawyer: ဒေါ်စိန်စိန်ကြည် xyxy=(853,251,914,264)
table-cell: အောင်မြေသာ xyxy=(299,904,372,930)
table-cell: ၁။ xyxy=(30,800,56,826)
table-cell: ထရံကာသွပ်မိုး ၁ထပ်ပျက် xyxy=(632,1407,770,1433)
table-cell: ရွှေဘုံသာ xyxy=(357,1433,430,1459)
ad-1 xyxy=(790,702,1135,964)
table-cell: ၉/မကန(နိုင်)၀၆၆၁၀၈ xyxy=(132,1433,271,1459)
table-row xyxy=(30,1459,771,1485)
notice-4-sig-label: လွှဲအပ်ချက်အရ - xyxy=(850,524,917,537)
table-cell: မဟာအောင်မြေ xyxy=(271,1459,358,1485)
table-cell: ပြည်ကြီးတံခွန် xyxy=(271,1485,358,1511)
table-cell: RC(၃)ထပ် xyxy=(596,1216,770,1242)
table-cell: ၂၀၁ခဲ(ခ) xyxy=(480,1407,632,1433)
column-header: မြို့နယ် xyxy=(299,778,372,800)
table-cell: ဒေါ်နန်းလှထွေး xyxy=(55,852,187,878)
table-row xyxy=(30,1511,771,1537)
table-cell: ပြည်ကြီးမွန်လုံ xyxy=(372,800,468,826)
notice-2-lawyer-title: တရားလွှတ်တော်ရှေ့နေ(စဉ်-၁၀၆၃၈) xyxy=(813,267,954,280)
table-cell: ချမ်း/စံ xyxy=(299,956,372,982)
table-row xyxy=(30,1112,771,1138)
building-permit-notice xyxy=(20,702,780,1326)
table-cell: မ-၁ xyxy=(430,1459,480,1485)
notice-4-phone: ဖုန်း- ၀၉-၄၀၂၅၁၆၂၂၆ xyxy=(838,608,929,621)
